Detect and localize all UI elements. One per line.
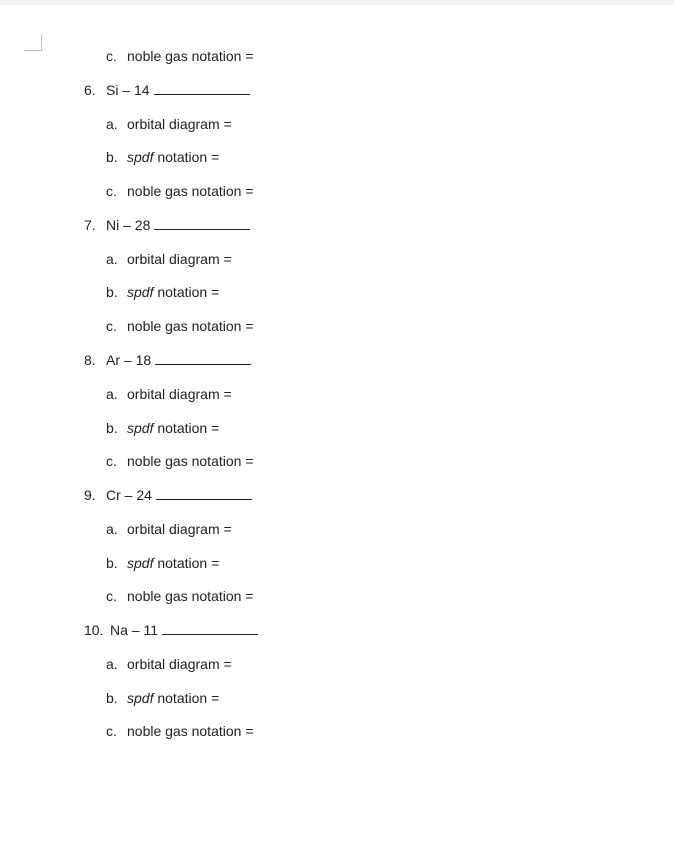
item-text: notation = xyxy=(153,420,220,436)
list-item[interactable] xyxy=(106,385,232,403)
page-corner-marker xyxy=(24,35,42,51)
element-label: Na – 11 xyxy=(110,622,158,638)
answer-blank[interactable] xyxy=(162,622,258,635)
answer-blank[interactable] xyxy=(156,487,252,500)
list-item[interactable] xyxy=(106,47,254,65)
spdf-term: spdf xyxy=(127,555,154,571)
item-text: noble gas notation = xyxy=(127,48,254,64)
list-marker: b. xyxy=(106,555,118,571)
item-text: notation = xyxy=(153,149,220,165)
answer-blank[interactable] xyxy=(154,217,250,230)
element-label: Ni – 28 xyxy=(106,217,151,233)
list-item[interactable] xyxy=(106,250,232,268)
list-marker: a. xyxy=(106,116,118,132)
item-text: notation = xyxy=(153,284,220,300)
question-number: 8. xyxy=(84,352,96,368)
item-text: noble gas notation = xyxy=(127,453,254,469)
question-7[interactable] xyxy=(84,216,250,234)
item-text: notation = xyxy=(153,555,220,571)
element-label: Ar – 18 xyxy=(106,352,152,368)
element-label: Cr – 24 xyxy=(106,487,152,503)
list-marker: c. xyxy=(106,48,117,64)
list-item[interactable] xyxy=(106,689,219,707)
list-item[interactable] xyxy=(106,115,232,133)
document-page xyxy=(0,5,674,844)
question-number: 6. xyxy=(84,82,96,98)
list-item[interactable] xyxy=(106,148,219,166)
list-item[interactable] xyxy=(106,317,254,335)
item-text: orbital diagram = xyxy=(127,116,232,132)
spdf-term: spdf xyxy=(127,149,154,165)
list-item[interactable] xyxy=(106,587,254,605)
list-item[interactable] xyxy=(106,283,219,301)
item-text: noble gas notation = xyxy=(127,588,254,604)
item-text: noble gas notation = xyxy=(127,183,254,199)
list-marker: c. xyxy=(106,723,117,739)
list-item[interactable] xyxy=(106,452,254,470)
item-text: notation = xyxy=(153,690,220,706)
question-9[interactable] xyxy=(84,486,252,504)
question-number: 10. xyxy=(84,622,104,638)
item-text: orbital diagram = xyxy=(127,386,232,402)
list-marker: b. xyxy=(106,149,118,165)
answer-blank[interactable] xyxy=(155,352,251,365)
list-marker: a. xyxy=(106,251,118,267)
spdf-term: spdf xyxy=(127,284,154,300)
list-item[interactable] xyxy=(106,520,232,538)
list-marker: a. xyxy=(106,656,118,672)
question-number: 9. xyxy=(84,487,96,503)
question-number: 7. xyxy=(84,217,96,233)
answer-blank[interactable] xyxy=(154,82,250,95)
list-item[interactable] xyxy=(106,722,254,740)
list-item[interactable] xyxy=(106,655,232,673)
item-text: orbital diagram = xyxy=(127,521,232,537)
question-6[interactable] xyxy=(84,81,250,99)
list-marker: b. xyxy=(106,690,118,706)
list-marker: b. xyxy=(106,284,118,300)
item-text: noble gas notation = xyxy=(127,723,254,739)
list-marker: a. xyxy=(106,521,118,537)
list-marker: b. xyxy=(106,420,118,436)
list-item[interactable] xyxy=(106,554,219,572)
question-8[interactable] xyxy=(84,351,251,369)
list-marker: c. xyxy=(106,318,117,334)
element-label: Si – 14 xyxy=(106,82,150,98)
spdf-term: spdf xyxy=(127,420,154,436)
list-marker: a. xyxy=(106,386,118,402)
list-marker: c. xyxy=(106,588,117,604)
item-text: orbital diagram = xyxy=(127,656,232,672)
list-marker: c. xyxy=(106,453,117,469)
list-item[interactable] xyxy=(106,419,219,437)
item-text: noble gas notation = xyxy=(127,318,254,334)
question-10[interactable] xyxy=(84,621,258,639)
item-text: orbital diagram = xyxy=(127,251,232,267)
list-item[interactable] xyxy=(106,182,254,200)
list-marker: c. xyxy=(106,183,117,199)
spdf-term: spdf xyxy=(127,690,154,706)
